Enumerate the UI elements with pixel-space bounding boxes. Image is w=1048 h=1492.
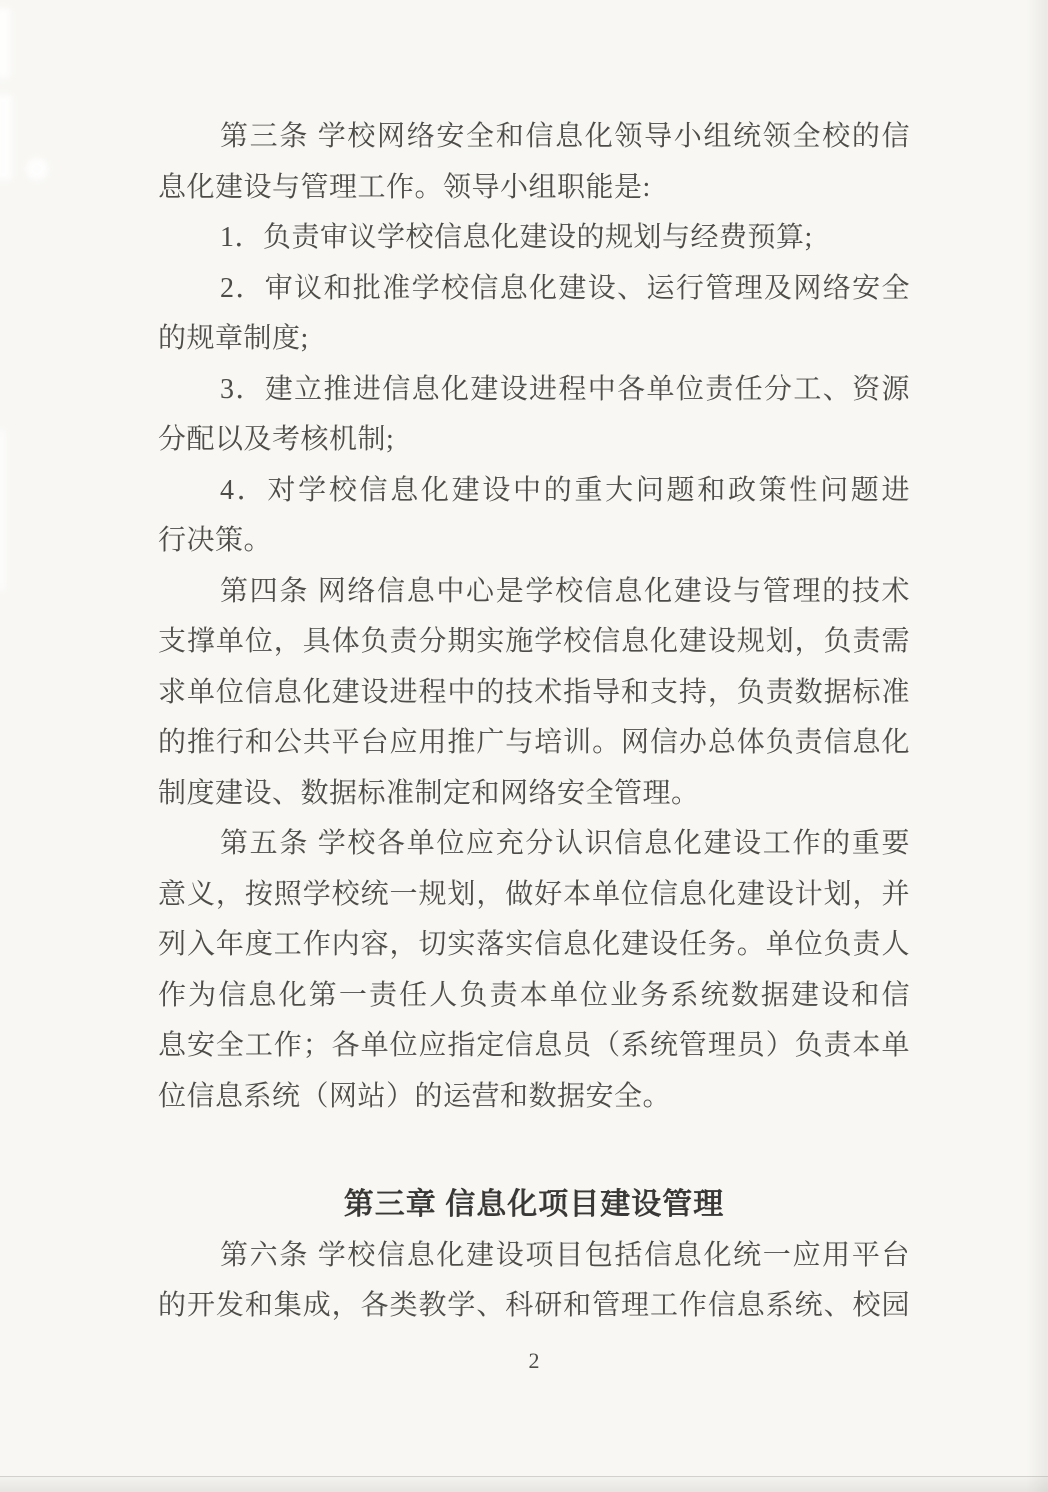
text-line: 4．对学校信息化建设中的重大问题和政策性问题进	[220, 474, 910, 506]
scan-artifact	[26, 158, 48, 180]
page-number: 2	[528, 1348, 540, 1373]
text-line: 第四条 网络信息中心是学校信息化建设与管理的技术	[220, 575, 910, 607]
scan-edge-shadow-right	[1026, 0, 1048, 1492]
text-line: 制度建设、数据标准制定和网络安全管理。	[158, 777, 700, 809]
text-line: 第三条 学校网络安全和信息化领导小组统领全校的信	[220, 121, 910, 152]
text-line: 作为信息化第一责任人负责本单位业务系统数据建设和信	[158, 979, 910, 1011]
text-block	[158, 112, 910, 1332]
text-line: 的推行和公共平台应用推广与培训。网信办总体负责信息化	[158, 727, 910, 758]
chapter-heading: 第三章 信息化项目建设管理	[343, 1188, 725, 1221]
scan-artifact	[0, 95, 12, 180]
text-line: 3．建立推进信息化建设进程中各单位责任分工、资源	[220, 373, 910, 405]
scan-artifact	[0, 430, 6, 590]
text-line: 的开发和集成，各类教学、科研和管理工作信息系统、校园	[158, 1290, 910, 1321]
scan-edge-shadow-bottom	[0, 1476, 1048, 1492]
text-line: 位信息系统（网站）的运营和数据安全。	[158, 1080, 672, 1112]
text-line: 支撑单位，具体负责分期实施学校信息化建设规划，负责需	[158, 626, 910, 657]
scan-artifact	[0, 8, 10, 78]
text-line: 的规章制度;	[158, 323, 309, 354]
text-line: 第六条 学校信息化建设项目包括信息化统一应用平台	[220, 1239, 910, 1271]
text-line: 1．负责审议学校信息化建设的规划与经费预算;	[220, 222, 813, 253]
text-line: 求单位信息化建设进程中的技术指导和支持，负责数据标准	[158, 676, 910, 708]
text-line: 2．审议和批准学校信息化建设、运行管理及网络安全	[220, 272, 910, 304]
text-line: 列入年度工作内容，切实落实信息化建设任务。单位负责人	[158, 929, 910, 960]
text-line: 意义，按照学校统一规划，做好本单位信息化建设计划，并	[158, 878, 910, 910]
text-line: 息安全工作；各单位应指定信息员（系统管理员）负责本单	[158, 1030, 910, 1061]
text-line: 第五条 学校各单位应充分认识信息化建设工作的重要	[220, 828, 910, 859]
text-line: 息化建设与管理工作。领导小组职能是:	[158, 171, 651, 203]
text-line: 行决策。	[158, 525, 273, 556]
text-line: 分配以及考核机制;	[158, 424, 395, 455]
